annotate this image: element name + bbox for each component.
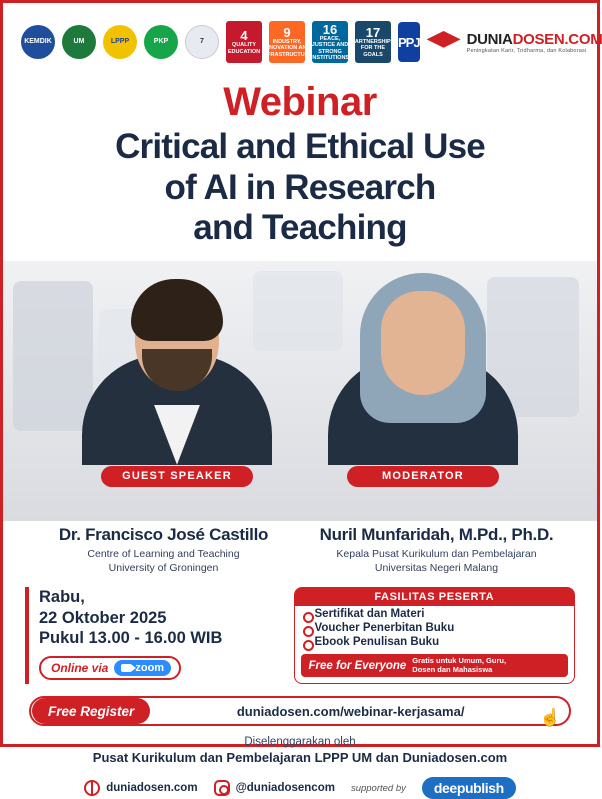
sdg-number: 4 bbox=[240, 28, 248, 44]
brand-name bbox=[467, 31, 602, 48]
um-logo bbox=[62, 25, 96, 59]
footer bbox=[3, 765, 597, 799]
logo-label: PPJ bbox=[398, 34, 420, 50]
instagram-icon bbox=[214, 780, 230, 796]
website-label: duniadosen.com bbox=[106, 782, 198, 795]
sdg-number: 17 bbox=[365, 25, 381, 41]
camera-icon bbox=[121, 664, 132, 672]
moderator-photo bbox=[305, 271, 541, 521]
sdg-number: 9 bbox=[283, 25, 291, 41]
sdg-label: PARTNERSHIPS FOR THE GOALS bbox=[351, 39, 395, 58]
list-item: Sertifikat dan Materi bbox=[295, 606, 575, 620]
event-time: Pukul 13.00 - 16.00 WIB bbox=[39, 629, 223, 648]
platform-label: Online via bbox=[51, 661, 109, 675]
affiliation-line-1: Centre of Learning and Teaching bbox=[87, 547, 240, 560]
sdg-17-logo bbox=[351, 21, 395, 63]
hair-shape bbox=[131, 279, 223, 341]
ppid-logo bbox=[398, 22, 420, 62]
sponsor-logo: deepublish bbox=[422, 777, 516, 799]
speaker-names bbox=[3, 521, 597, 575]
platform-name: zoom bbox=[135, 662, 165, 674]
logo-label: KEMDIK bbox=[24, 38, 52, 46]
globe-icon bbox=[84, 780, 100, 796]
sdg-4-logo bbox=[226, 21, 262, 63]
free-note-line-1: Gratis untuk Umum, Guru, bbox=[412, 656, 507, 666]
affiliation-line-1: Kepala Pusat Kurikulum dan Pembelajaran bbox=[336, 547, 537, 560]
guest-speaker-info bbox=[27, 525, 300, 575]
sdg-9-logo bbox=[261, 21, 313, 63]
affiliation-line-2: Universitas Negeri Malang bbox=[374, 561, 499, 574]
logo-label: UM bbox=[73, 38, 85, 46]
sdg-number: 16 bbox=[322, 22, 338, 38]
sdg-label: INDUSTRY, INNOVATION AND INFRASTRUCTURE bbox=[261, 39, 313, 58]
moderator-info bbox=[300, 525, 573, 575]
speaker-photo-band bbox=[3, 261, 597, 521]
supported-by-label: supported by bbox=[350, 782, 406, 794]
instagram-handle: @duniadosencom bbox=[235, 782, 335, 795]
event-date: 22 Oktober 2025 bbox=[39, 608, 167, 627]
kurikulum-logo bbox=[144, 25, 178, 59]
brand-part3: .COM bbox=[564, 30, 602, 48]
sdg-label: QUALITY EDUCATION bbox=[227, 42, 261, 55]
register-section bbox=[3, 684, 597, 726]
sdg-16-logo bbox=[312, 21, 348, 63]
free-note-line-2: Dosen dan Mahasiswa bbox=[412, 664, 493, 674]
affiliation-line-2: University of Groningen bbox=[108, 561, 219, 574]
instagram-link[interactable] bbox=[214, 780, 335, 796]
title-line-3: and Teaching bbox=[193, 208, 407, 248]
cursor-icon: ☝ bbox=[539, 708, 561, 728]
lpti-logo bbox=[185, 25, 219, 59]
logo-strip bbox=[3, 3, 602, 75]
schedule-block bbox=[25, 587, 284, 684]
free-label: Free for Everyone bbox=[308, 659, 407, 672]
zoom-icon bbox=[114, 660, 171, 676]
guest-speaker-photo bbox=[59, 271, 295, 521]
guest-speaker-affiliation bbox=[27, 547, 300, 575]
title-line-2: of AI in Research bbox=[164, 167, 436, 207]
kemdikbud-logo bbox=[21, 25, 55, 59]
moderator-face bbox=[381, 291, 465, 395]
guest-speaker-badge: GUEST SPEAKER bbox=[101, 466, 253, 487]
logo-label: LPPP bbox=[110, 38, 130, 46]
guest-speaker-name: Dr. Francisco José Castillo bbox=[58, 524, 269, 544]
duniadosen-brand-logo bbox=[427, 31, 602, 54]
organizer-label: Diselenggarakan oleh bbox=[244, 736, 356, 749]
sdg-label: PEACE, JUSTICE AND STRONG INSTITUTIONS bbox=[310, 36, 350, 61]
brand-part2: DOSEN bbox=[512, 30, 565, 48]
free-register-button[interactable]: Free Register bbox=[32, 698, 150, 724]
brand-part1: DUNIA bbox=[466, 30, 513, 48]
title-area bbox=[3, 75, 597, 259]
title-line-1: Critical and Ethical Use bbox=[115, 127, 485, 166]
list-item: Ebook Penulisan Buku bbox=[295, 634, 575, 648]
free-note bbox=[412, 657, 506, 674]
brand-tagline: Peningkatan Karir, Tridharma, dan Kolaborasi bbox=[466, 47, 587, 54]
logo-label: 7 bbox=[200, 38, 204, 46]
graduation-cap-icon bbox=[427, 31, 461, 53]
moderator-badge: MODERATOR bbox=[347, 466, 499, 487]
lppp-logo bbox=[103, 25, 137, 59]
organizer-names: Pusat Kurikulum dan Pembelajaran LPPP UM dan Duniadosen.com bbox=[92, 750, 508, 766]
website-link[interactable] bbox=[84, 780, 197, 796]
event-info-row bbox=[3, 575, 597, 684]
organizer-section bbox=[3, 726, 597, 765]
facilities-box bbox=[294, 587, 576, 684]
page-title-kicker: Webinar bbox=[223, 80, 377, 124]
register-url[interactable]: duniadosen.com/webinar-kerjasama/ bbox=[236, 703, 465, 719]
register-bar[interactable] bbox=[29, 696, 571, 726]
logo-label: PKP bbox=[153, 38, 169, 46]
free-banner bbox=[301, 654, 569, 677]
event-day: Rabu, bbox=[39, 588, 85, 607]
moderator-affiliation bbox=[300, 547, 573, 575]
moderator-name: Nuril Munfaridah, M.Pd., Ph.D. bbox=[319, 524, 554, 544]
facilities-list bbox=[295, 606, 575, 648]
page-title bbox=[23, 127, 577, 249]
facilities-heading: FASILITAS PESERTA bbox=[295, 588, 575, 606]
list-item: Voucher Penerbitan Buku bbox=[295, 620, 575, 634]
zoom-platform-pill bbox=[39, 656, 181, 680]
